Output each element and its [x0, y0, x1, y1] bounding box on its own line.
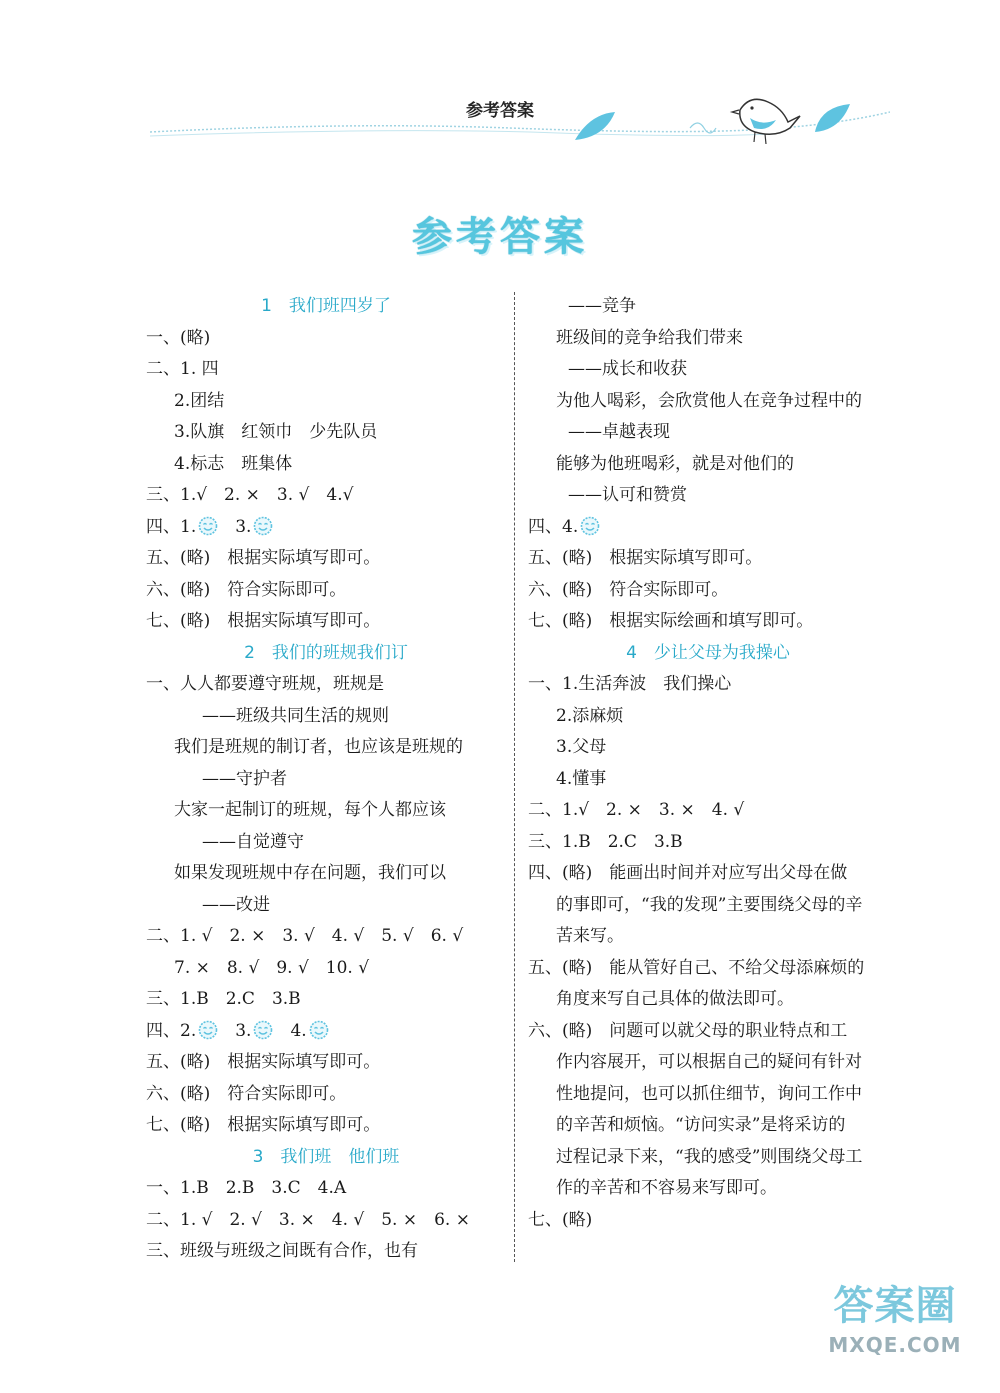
- section-heading: [146, 1142, 506, 1174]
- answer-line: [146, 354, 506, 386]
- answer-line: [528, 1016, 888, 1048]
- answer-line: [146, 480, 506, 512]
- answer-line: [528, 1110, 888, 1142]
- answer-line: [528, 575, 888, 607]
- answer-text: 四、4.: [528, 516, 579, 537]
- answer-line: [146, 512, 506, 544]
- answer-text: 班级间的竞争给我们带来: [556, 327, 743, 348]
- answer-text: 三、1.B 2.C 3.B: [528, 831, 683, 852]
- answer-line: [146, 606, 506, 638]
- answer-text: 一、人人都要遵守班规，班规是: [146, 674, 384, 694]
- answer-text: ——竞争: [568, 296, 636, 316]
- answer-text: 二、1. √ 2. × 3. √ 4. √ 5. √ 6. √: [146, 926, 464, 946]
- running-header: 参考答案: [466, 101, 534, 121]
- answer-text: 四、2.: [146, 1020, 197, 1041]
- answer-line: [528, 606, 888, 638]
- answer-line: [528, 417, 888, 449]
- answer-text: 二、1. 四: [146, 359, 219, 379]
- answer-line: [528, 449, 888, 481]
- answer-line: [528, 984, 888, 1016]
- answer-line: [528, 354, 888, 386]
- answer-line: [146, 921, 506, 953]
- smiley-face-icon: [580, 516, 600, 536]
- answer-line: [146, 732, 506, 764]
- answer-text: 二、1.√ 2. × 3. × 4. √: [528, 800, 745, 820]
- answer-line: [528, 1173, 888, 1205]
- answer-line: [146, 1079, 506, 1111]
- answer-text: 如果发现班规中存在问题，我们可以: [174, 863, 446, 883]
- answer-line: [146, 701, 506, 733]
- answer-line: [528, 543, 888, 575]
- answer-text: 4.: [273, 1020, 307, 1041]
- answer-text: 五、(略) 能从管好自己、不给父母添麻烦的: [528, 957, 865, 978]
- answer-line: [528, 764, 888, 796]
- answer-line: [528, 1047, 888, 1079]
- answer-text: 七、(略) 根据实际绘画和填写即可。: [528, 611, 814, 631]
- answer-line: [528, 323, 888, 355]
- answer-line: [528, 795, 888, 827]
- answer-text: 三、班级与班级之间既有合作，也有: [146, 1241, 418, 1261]
- answer-line: [146, 795, 506, 827]
- answer-line: [146, 890, 506, 922]
- column-divider: [514, 292, 515, 1262]
- answer-line: [146, 1110, 506, 1142]
- answer-text: 六、(略) 符合实际即可。: [146, 1083, 347, 1104]
- section-heading: [146, 291, 506, 323]
- answer-text: 三、1.B 2.C 3.B: [146, 989, 301, 1009]
- answer-text: 一、(略): [146, 327, 211, 348]
- leaf-icon: [815, 104, 850, 132]
- answer-text: 五、(略) 根据实际填写即可。: [528, 548, 763, 568]
- answer-text: 我们是班规的制订者，也应该是班规的: [174, 737, 463, 757]
- answer-text: 六、(略) 符合实际即可。: [146, 579, 347, 600]
- answer-line: [528, 921, 888, 953]
- answer-line: [528, 827, 888, 859]
- answer-text: 为他人喝彩，会欣赏他人在竞争过程中的: [556, 390, 862, 411]
- answer-line: [146, 953, 506, 985]
- answer-line: [528, 858, 888, 890]
- answer-line: [146, 543, 506, 575]
- answer-text: 2.团结: [174, 390, 225, 411]
- answer-text: 过程记录下来，“我的感受”则围绕父母工: [556, 1146, 863, 1167]
- page-title: 参考答案: [412, 214, 588, 260]
- answer-text: 四、1.: [146, 516, 197, 537]
- answer-line: [528, 291, 888, 323]
- answer-text: 大家一起制订的班规，每个人都应该: [174, 800, 446, 820]
- answer-line: [146, 984, 506, 1016]
- answer-text: 7. × 8. √ 9. √ 10. √: [174, 957, 370, 978]
- answer-line: [146, 1016, 506, 1048]
- answer-line: [146, 323, 506, 355]
- answer-text: ——自觉遵守: [202, 831, 304, 852]
- answer-line: [528, 1142, 888, 1174]
- smiley-face-icon: [309, 1020, 329, 1040]
- answer-text: ——成长和收获: [568, 359, 687, 379]
- right-column: [528, 291, 888, 1236]
- answer-text: 2.添麻烦: [556, 705, 624, 726]
- answer-line: [528, 890, 888, 922]
- smiley-face-icon: [198, 516, 218, 536]
- answer-text: ——认可和赞赏: [568, 485, 687, 505]
- answer-text: 3 我们班 他们班: [252, 1146, 400, 1167]
- answer-line: [146, 417, 506, 449]
- smiley-face-icon: [198, 1020, 218, 1040]
- answer-line: [528, 480, 888, 512]
- bird-icon: [732, 99, 800, 144]
- answer-line: [528, 386, 888, 418]
- answer-line: [146, 575, 506, 607]
- answer-line: [528, 1079, 888, 1111]
- watermark-url: MXQE.COM: [828, 1333, 962, 1357]
- answer-text: 七、(略) 根据实际填写即可。: [146, 1115, 381, 1135]
- answer-text: 4.懂事: [556, 768, 607, 789]
- answer-line: [528, 512, 888, 544]
- answer-text: 二、1. √ 2. √ 3. × 4. √ 5. × 6. ×: [146, 1209, 470, 1230]
- answer-text: 六、(略) 符合实际即可。: [528, 579, 729, 600]
- section-heading: [528, 638, 888, 670]
- answer-text: 2 我们的班规我们订: [244, 642, 408, 663]
- answer-line: [528, 669, 888, 701]
- answer-line: [146, 669, 506, 701]
- answer-line: [528, 953, 888, 985]
- answer-text: 3.父母: [556, 737, 607, 757]
- answer-text: 三、1.√ 2. × 3. √ 4.√: [146, 485, 354, 505]
- answer-line: [528, 1205, 888, 1237]
- answer-text: ——守护者: [202, 768, 287, 789]
- answer-text: 七、(略) 根据实际填写即可。: [146, 611, 381, 631]
- answer-text: 1 我们班四岁了: [261, 296, 391, 316]
- smiley-face-icon: [253, 516, 273, 536]
- bird-leaf-decoration: [150, 92, 890, 162]
- watermark-logo: [810, 1279, 980, 1379]
- answer-text: 性地提问，也可以抓住细节，询问工作中: [556, 1083, 862, 1104]
- answer-text: 3.: [218, 1020, 252, 1041]
- smiley-face-icon: [253, 1020, 273, 1040]
- answer-text: 4.标志 班集体: [174, 453, 293, 474]
- answer-line: [146, 827, 506, 859]
- answer-text: ——班级共同生活的规则: [202, 705, 389, 726]
- answer-text: ——改进: [202, 894, 270, 915]
- answer-line: [146, 1173, 506, 1205]
- answer-text: 作内容展开，可以根据自己的疑问有针对: [556, 1052, 862, 1072]
- answer-line: [146, 386, 506, 418]
- answer-text: 五、(略) 根据实际填写即可。: [146, 548, 381, 568]
- answer-line: [146, 1236, 506, 1268]
- answer-text: 3.: [218, 516, 252, 537]
- answer-line: [146, 1205, 506, 1237]
- answer-line: [146, 1047, 506, 1079]
- answer-text: 一、1.B 2.B 3.C 4.A: [146, 1178, 347, 1198]
- answer-text: 4 少让父母为我操心: [626, 642, 790, 663]
- answer-text: 六、(略) 问题可以就父母的职业特点和工: [528, 1020, 848, 1041]
- answer-text: 能够为他班喝彩，就是对他们的: [556, 453, 794, 474]
- section-heading: [146, 638, 506, 670]
- answer-text: 的事即可，“我的发现”主要围绕父母的辛: [556, 894, 863, 915]
- answer-text: 3.队旗 红领巾 少先队员: [174, 422, 378, 442]
- answer-text: 七、(略): [528, 1209, 593, 1230]
- leaf-icon: [575, 112, 615, 140]
- answer-line: [528, 732, 888, 764]
- answer-line: [146, 449, 506, 481]
- watermark-main: 答案圈: [833, 1283, 957, 1329]
- left-column: [146, 291, 506, 1268]
- answer-text: 四、(略) 能画出时间并对应写出父母在做: [528, 863, 848, 883]
- answer-text: 的辛苦和烦恼。“访问实录”是将采访的: [556, 1115, 846, 1135]
- answer-line: [528, 701, 888, 733]
- answer-text: ——卓越表现: [568, 422, 670, 442]
- answer-line: [146, 858, 506, 890]
- answer-line: [146, 764, 506, 796]
- answer-text: 一、1.生活奔波 我们操心: [528, 674, 732, 694]
- answer-text: 苦来写。: [556, 926, 624, 946]
- answer-text: 作的辛苦和不容易来写即可。: [556, 1178, 777, 1198]
- answer-text: 五、(略) 根据实际填写即可。: [146, 1052, 381, 1072]
- answer-text: 角度来写自己具体的做法即可。: [556, 989, 794, 1009]
